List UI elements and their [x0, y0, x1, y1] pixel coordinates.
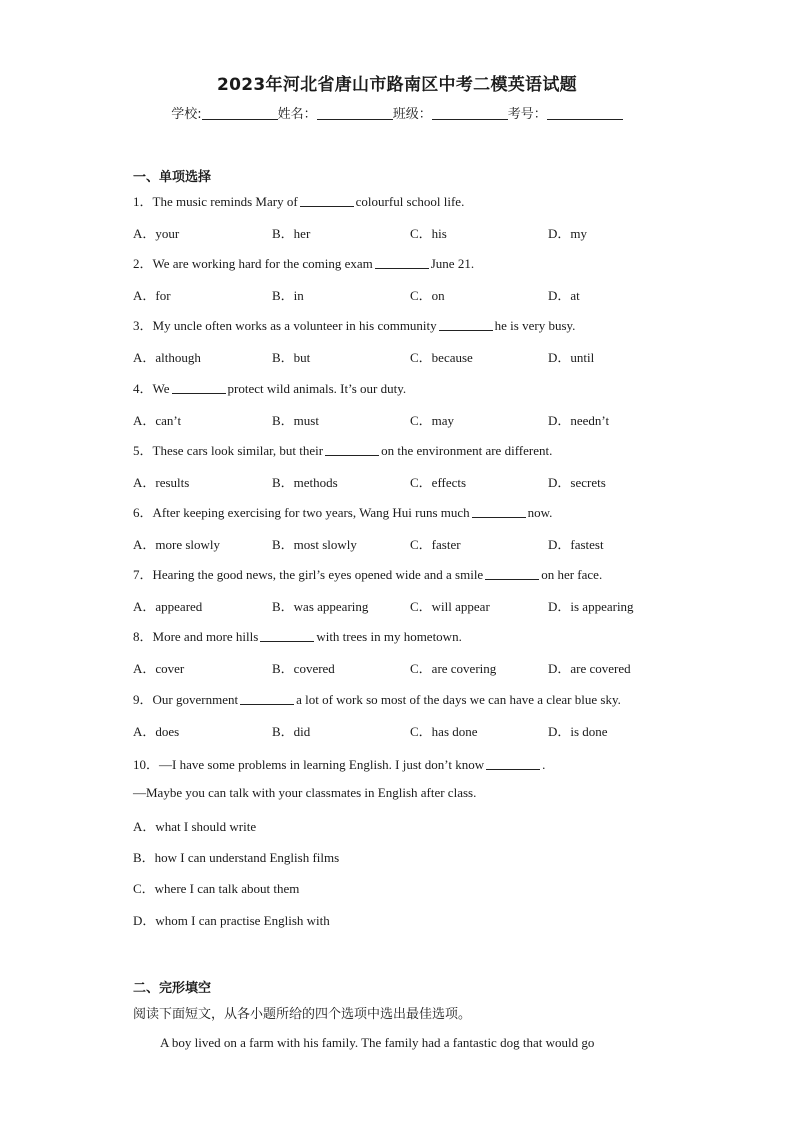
answer-option[interactable]: B．but [272, 350, 311, 365]
question-stem [133, 754, 545, 773]
answer-option[interactable]: A．can’t [133, 413, 182, 428]
answer-option[interactable]: D．is done [548, 724, 608, 739]
answer-option[interactable]: A．does [133, 724, 180, 739]
question-stem [133, 626, 462, 645]
option-row [133, 658, 693, 676]
question-text: on the environment are different. [381, 443, 553, 458]
answer-option[interactable]: C．faster [410, 537, 461, 552]
answer-option[interactable]: C．may [410, 413, 455, 428]
answer-option[interactable]: B．in [272, 288, 304, 303]
answer-option[interactable]: B．must [272, 413, 319, 428]
answer-option[interactable]: D．my [548, 226, 588, 241]
answer-option[interactable]: A．appeared [133, 599, 203, 614]
answer-option[interactable]: D．is appearing [548, 599, 634, 614]
question-text: now. [527, 505, 553, 520]
question-text: More and more hills [152, 629, 259, 644]
option-row [133, 721, 693, 739]
answer-option[interactable]: D．at [548, 288, 580, 303]
question-text: We [152, 381, 170, 396]
answer-option[interactable]: A．for [133, 288, 171, 303]
question-number: 1． [133, 194, 153, 209]
question-number: 3． [133, 318, 153, 333]
answer-option[interactable]: B．was appearing [272, 599, 369, 614]
class-blank[interactable] [432, 107, 508, 120]
question-text: —I have some problems in learning English. I just don’t know [159, 757, 485, 772]
answer-option[interactable]: B．her [272, 226, 311, 241]
option-row [133, 347, 693, 365]
answer-blank[interactable] [486, 758, 540, 770]
question-number: 5． [133, 443, 153, 458]
question-stem [133, 191, 464, 210]
answer-option[interactable]: D．fastest [548, 537, 604, 552]
question-text: June 21. [430, 256, 475, 271]
answer-blank[interactable] [472, 506, 526, 518]
option-row [133, 472, 693, 490]
answer-option[interactable]: A．cover [133, 661, 185, 676]
answer-option[interactable]: B．did [272, 724, 311, 739]
answer-option[interactable]: B．covered [272, 661, 335, 676]
answer-option[interactable]: D．until [548, 350, 595, 365]
answer-option[interactable]: C．on [410, 288, 445, 303]
question-text: These cars look similar, but their [152, 443, 324, 458]
question-number: 4． [133, 381, 153, 396]
answer-option[interactable]: B．methods [272, 475, 338, 490]
answer-option[interactable]: A．more slowly [133, 537, 221, 552]
question-text: he is very busy. [494, 318, 576, 333]
exam-title: 2023年河北省唐山市路南区中考二模英语试题 [217, 75, 577, 95]
student-info-line [0, 103, 794, 122]
section-heading: 二、完形填空 [133, 981, 212, 996]
question-stem [133, 502, 552, 521]
answer-blank[interactable] [485, 568, 539, 580]
exam-no-blank[interactable] [547, 107, 623, 120]
question-text: Hearing the good news, the girl’s eyes opened wide and a smile [152, 567, 484, 582]
section-heading: 一、单项选择 [133, 170, 212, 185]
answer-option[interactable]: A．your [133, 226, 180, 241]
answer-option[interactable]: C．effects [410, 475, 467, 490]
school-blank[interactable] [202, 107, 278, 120]
option-row [133, 596, 693, 614]
answer-blank[interactable] [439, 319, 493, 331]
question-text: After keeping exercising for two years, Wang Hui runs much [152, 505, 470, 520]
question-text: We are working hard for the coming exam [152, 256, 373, 271]
question-stem [133, 253, 474, 272]
answer-option[interactable]: D．needn’t [548, 413, 610, 428]
answer-blank[interactable] [375, 257, 429, 269]
answer-blank[interactable] [325, 444, 379, 456]
question-number: 9． [133, 692, 153, 707]
question-stem [133, 564, 602, 583]
name-label: 姓名： [277, 107, 317, 122]
answer-option[interactable]: A．although [133, 350, 201, 365]
school-label: 学校: [171, 107, 202, 122]
question-number: 2． [133, 256, 153, 271]
question-number: 6． [133, 505, 153, 520]
section-instruction: 阅读下面短文，从各小题所给的四个选项中选出最佳选项。 [133, 1007, 472, 1022]
question-text: My uncle often works as a volunteer in his community [152, 318, 437, 333]
answer-option[interactable]: C．will appear [410, 599, 490, 614]
answer-option[interactable]: A．what I should write [133, 819, 257, 834]
answer-blank[interactable] [172, 382, 226, 394]
question-text: protect wild animals. It’s our duty. [227, 381, 407, 396]
question-stem [133, 689, 621, 708]
answer-option[interactable]: C．where I can talk about them [133, 881, 300, 896]
question-stem [133, 440, 552, 459]
answer-option[interactable]: C．has done [410, 724, 478, 739]
question-text: . [542, 757, 546, 772]
answer-option[interactable]: B．most slowly [272, 537, 357, 552]
question-stem [133, 315, 575, 334]
question-text: colourful school life. [355, 194, 465, 209]
answer-blank[interactable] [300, 195, 354, 207]
question-number: 7． [133, 567, 153, 582]
answer-option[interactable]: C．his [410, 226, 447, 241]
option-row [133, 410, 693, 428]
question-text: Our government [152, 692, 239, 707]
answer-blank[interactable] [240, 693, 294, 705]
answer-option[interactable]: D．are covered [548, 661, 631, 676]
option-row [133, 534, 693, 552]
option-row [133, 223, 693, 241]
answer-blank[interactable] [260, 630, 314, 642]
question-text: on her face. [541, 567, 603, 582]
answer-option[interactable]: D．secrets [548, 475, 606, 490]
dialogue-reply: —Maybe you can talk with your classmates in English after class. [133, 785, 477, 800]
answer-option[interactable]: A．results [133, 475, 190, 490]
question-text: a lot of work so most of the days we can have a clear blue sky. [296, 692, 621, 707]
class-label: 班级： [392, 107, 432, 122]
question-stem [133, 378, 406, 397]
question-text: with trees in my hometown. [316, 629, 462, 644]
name-blank[interactable] [317, 107, 393, 120]
question-text: The music reminds Mary of [152, 194, 298, 209]
answer-option[interactable]: C．are covering [410, 661, 497, 676]
answer-option[interactable]: C．because [410, 350, 473, 365]
exam-no-label: 考号： [507, 107, 547, 122]
answer-option[interactable]: D．whom I can practise English with [133, 913, 330, 928]
question-number: 8． [133, 629, 153, 644]
passage-text: A boy lived on a farm with his family. The family had a fantastic dog that would go [160, 1035, 595, 1050]
question-number: 10． [133, 757, 160, 772]
answer-option[interactable]: B．how I can understand English films [133, 850, 340, 865]
option-row [133, 285, 693, 303]
